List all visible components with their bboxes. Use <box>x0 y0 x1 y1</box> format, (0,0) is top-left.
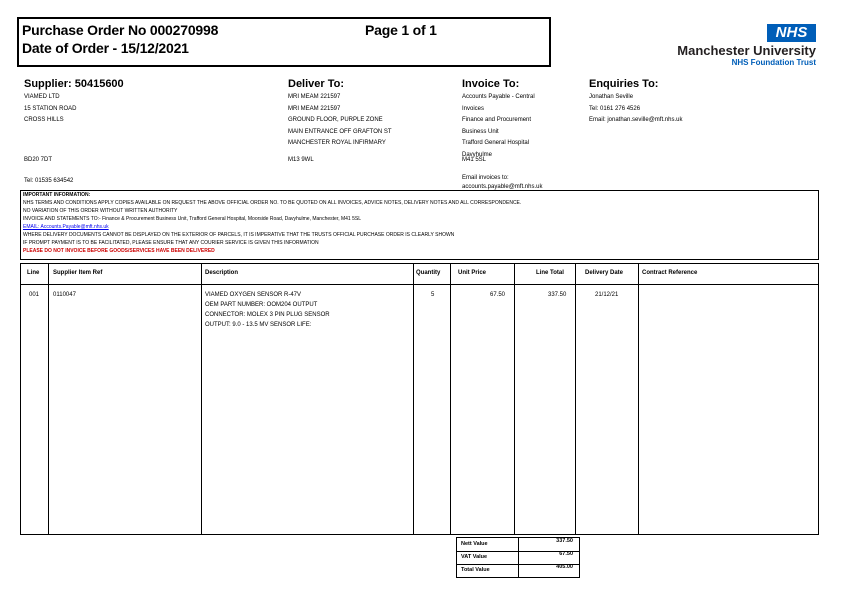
enquiries-contact: Jonathan Seville Tel: 0161 276 4526 Email: jonathan.seville@mft.nhs.uk <box>589 94 683 123</box>
row-line-total: 337.50 <box>548 292 567 298</box>
table-header-divider <box>21 284 818 285</box>
supplier-heading: Supplier: 50415600 <box>24 78 124 90</box>
header-description: Description <box>205 270 239 276</box>
order-date: Date of Order - 15/12/2021 <box>22 40 189 56</box>
line-items-table <box>20 263 819 535</box>
column-divider <box>413 264 414 534</box>
header-delivery-date: Delivery Date <box>585 270 624 276</box>
invoice-postcode: M41 5SL <box>462 157 487 163</box>
header-line: Line <box>27 270 40 276</box>
totals-box <box>456 537 580 578</box>
net-value-row: Nett Value 337.50 <box>457 538 579 552</box>
deliver-address: MRI MEAM 221597 MRI MEAM 221597 GROUND FLOOR, PURPLE ZONE MAIN ENTRANCE OFF GRAFTON ST MANCHESTER ROYAL INFIRMARY <box>288 94 392 146</box>
column-divider <box>450 264 451 534</box>
important-information: IMPORTANT INFORMATION: NHS TERMS AND CONDITIONS APPLY COPIES AVAILABLE ON REQUEST THE ABOVE OFFICIAL ORDER NO. TO BE QUOTED ON ALL INVOICES, ADVICE NOTES, DELIVERY NOTES AND ALL CORRESPONDENCE. NO VARIATION OF THIS ORDER WITHOUT WRITTEN AUTHORITY INVOICE AND STATEMENTS TO:- Finance & Procurement Business Unit, Trafford General Hospital, Moorside Road, Davyhulme, Manchester, M41 5SL EMAIL: Accounts.Payable@mft.nhs.uk WHERE DELIVERY DOCUMENTS CANNOT BE DISPLAYED ON THE EXTERIOR OF PARCELS, IT IS IMPERATIVE THAT THE TRUSTS OFFICIAL PURCHASE ORDER IS CLEARLY SHOWN IF PROMPT PAYMENT IS TO BE FACILITATED, PLEASE ENSURE THAT ANY COURIER SERVICE IS GIVEN THIS INFORMATION PLEASE DO NOT INVOICE BEFORE GOODS/SERVICES HAVE BEEN DELIVERED <box>23 192 522 254</box>
purchase-order-number: Purchase Order No 000270998 <box>22 22 219 38</box>
column-divider <box>638 264 639 534</box>
vat-value-row: VAT Value 67.50 <box>457 551 579 565</box>
header-line-total: Line Total <box>536 270 564 276</box>
nhs-logo: NHS <box>767 24 816 42</box>
row-delivery-date: 21/12/21 <box>595 292 619 298</box>
row-unit-price: 67.50 <box>490 292 506 298</box>
total-value-row: Total Value 405.00 <box>461 564 573 573</box>
org-subtitle: NHS Foundation Trust <box>731 58 816 67</box>
row-description: VIAMED OXYGEN SENSOR R-47V OEM PART NUMBER: OOM204 OUTPUT CONNECTOR: MOLEX 3 PIN PLUG SENSOR OUTPUT: 9.0 - 13.5 MV SENSOR LIFE: <box>205 292 330 328</box>
header-contract-reference: Contract Reference <box>642 270 698 276</box>
invoice-email-block: Email invoices to: accounts.payable@mft.nhs.uk <box>462 175 543 190</box>
column-divider <box>48 264 49 534</box>
row-quantity: 5 <box>431 292 435 298</box>
column-divider <box>575 264 576 534</box>
invoice-heading: Invoice To: <box>462 78 520 90</box>
row-line: 001 <box>29 292 40 298</box>
deliver-postcode: M13 9WL <box>288 157 314 163</box>
column-divider <box>201 264 202 534</box>
supplier-postcode: BD20 7DT <box>24 157 53 163</box>
page-indicator: Page 1 of 1 <box>365 22 437 38</box>
supplier-tel: Tel: 01535 634542 <box>24 178 74 184</box>
column-divider <box>514 264 515 534</box>
header-quantity: Quantity <box>416 270 441 276</box>
row-supplier-ref: 0110047 <box>53 292 76 298</box>
header-supplier-item-ref: Supplier Item Ref <box>53 270 103 276</box>
supplier-address: VIAMED LTD 15 STATION ROAD CROSS HILLS <box>24 94 77 123</box>
accounts-email-link[interactable]: EMAIL: Accounts.Payable@mft.nhs.uk <box>23 224 109 230</box>
invoice-address: Accounts Payable - Central Invoices Finance and Procurement Business Unit Trafford General Hospital Davyhulme <box>462 94 535 158</box>
org-name: Manchester University <box>677 43 816 58</box>
deliver-heading: Deliver To: <box>288 78 345 90</box>
header-unit-price: Unit Price <box>458 270 487 276</box>
enquiries-heading: Enquiries To: <box>589 78 659 90</box>
